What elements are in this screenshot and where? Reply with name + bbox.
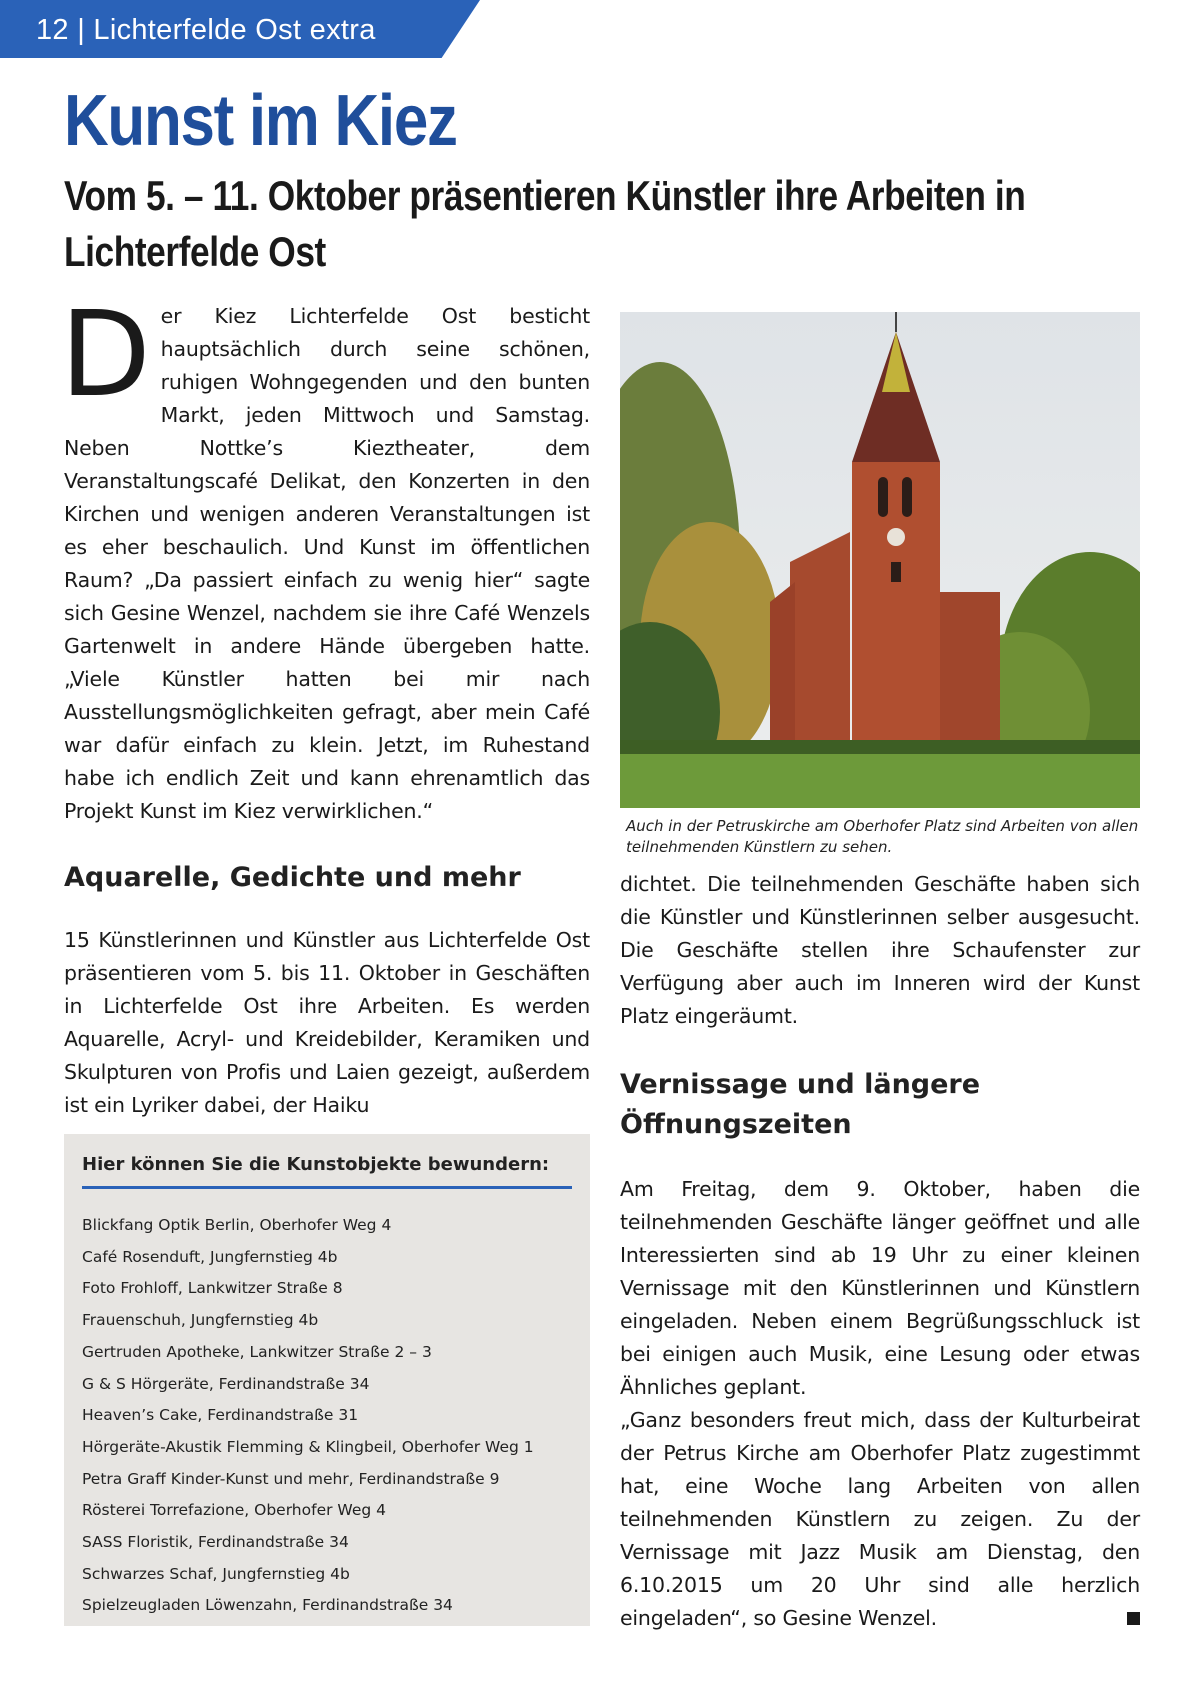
list-item: G & S Hörgeräte, Ferdinandstraße 34 — [82, 1374, 370, 1393]
section1-heading: Aquarelle, Gedichte und mehr — [64, 862, 521, 893]
church-illustration — [620, 312, 1140, 808]
end-mark-icon — [1127, 1612, 1140, 1625]
list-item: Schwarzes Schaf, Jungfernstieg 4b — [82, 1564, 350, 1583]
section1-paragraph: 15 Künstlerinnen und Künstler aus Lichterfelde Ost präsentieren vom 5. bis 11. Oktober in Geschäften in Lichterfelde Ost ihre Arbeiten. Es werden Aquarelle, Acryl- und Kreidebilder, Keramiken und Skulpturen von Profis und Laien gezeigt, außerdem ist ein Lyriker dabei, der Haiku — [64, 928, 590, 1117]
list-item: SASS Floristik, Ferdinandstraße 34 — [82, 1533, 349, 1552]
info-box-divider — [82, 1186, 572, 1189]
right-column — [620, 868, 1140, 1635]
list-item: Gertruden Apotheke, Lankwitzer Straße 2 – 3 — [82, 1342, 432, 1361]
article-subtitle: Vom 5. – 11. Oktober präsentieren Künstler ihre Arbeiten in Lichterfelde Ost — [64, 172, 1026, 275]
info-box-title: Hier können Sie die Kunstobjekte bewundern: — [82, 1154, 550, 1175]
section2-heading: Vernissage und längere Öffnungszeiten — [620, 1069, 981, 1140]
section2-paragraph-2 — [620, 1404, 1140, 1635]
list-item: Blickfang Optik Berlin, Oberhofer Weg 4 — [82, 1216, 392, 1234]
article-title: Kunst im Kiez — [64, 81, 457, 161]
photo-caption: Auch in der Petruskirche am Oberhofer Platz sind Arbeiten von allen teilnehmenden Künstlern zu sehen. — [626, 817, 1139, 856]
info-box — [64, 1134, 590, 1626]
list-item: Foto Frohloff, Lankwitzer Straße 8 — [82, 1279, 343, 1298]
left-column — [60, 285, 590, 1122]
list-item: Heaven’s Cake, Ferdinandstraße 31 — [82, 1406, 359, 1425]
section2-paragraph-1: Am Freitag, dem 9. Oktober, haben die teilnehmenden Geschäfte länger geöffnet und alle Interessierten sind ab 19 Uhr zu einer kleinen Vernissage mit den Künstlerinnen und Künstlern eingeladen. Neben einem Begrüßungsschluck ist bei einigen auch Musik, eine Lesung oder etwas Ähnliches geplant. — [620, 1177, 1140, 1399]
list-item: Café Rosenduft, Jungfernstieg 4b — [82, 1247, 338, 1266]
church-photo — [620, 312, 1140, 808]
list-item: Rösterei Torrefazione, Oberhofer Weg 4 — [82, 1501, 386, 1520]
list-item: Spielzeugladen Löwenzahn, Ferdinandstraße 34 — [82, 1596, 453, 1615]
list-item: Frauenschuh, Jungfernstieg 4b — [82, 1311, 319, 1330]
section2-text-2: „Ganz besonders freut mich, dass der Kulturbeirat der Petrus Kirche am Oberhofer Platz zugestimmt hat, eine Woche lang Arbeiten von allen teilnehmenden Künstlern zu zeigen. Zu der Vernissage mit Jazz Musik am Dienstag, den 6.10.2015 um 20 Uhr sind alle herzlich eingeladen“, so Gesine Wenzel. — [620, 1408, 1140, 1630]
section1-continued: dichtet. Die teilnehmenden Geschäfte haben sich die Künstler und Künstlerinnen selber ausgesucht. Die Geschäfte stellen ihre Schaufenster zur Verfügung aber auch im Inneren wird der Kunst Platz eingeräumt. — [620, 872, 1140, 1028]
list-item: Petra Graff Kinder-Kunst und mehr, Ferdinandstraße 9 — [82, 1469, 500, 1488]
section-tab-label: 12 | Lichterfelde Ost extra — [36, 14, 376, 46]
intro-text: er Kiez Lichterfelde Ost besticht hauptsächlich durch seine schönen, ruhigen Wohngegenden und den bunten Markt, jeden Mittwoch und Samstag. Neben Nottke’s Kieztheater, dem Veranstaltungscafé Delikat, den Konzerten in den Kirchen und wenigen anderen Veranstaltungen ist es eher beschaulich. Und Kunst im öffentlichen Raum? „Da passiert einfach zu wenig hier“ sagte sich Gesine Wenzel, nachdem sie ihre Café Wenzels Gartenwelt in andere Hände übergeben hatte. „Viele Künstler hatten bei mir nach Ausstellungsmöglichkeiten gefragt, aber mein Café war dafür einfach zu klein. Jetzt, im Ruhestand habe ich endlich Zeit und kann ehrenamtlich das Projekt Kunst im Kiez verwirklichen.“ — [64, 304, 590, 823]
intro-paragraph — [60, 285, 590, 828]
shop-list — [82, 1210, 582, 1622]
list-item: Hörgeräte-Akustik Flemming & Klingbeil, Oberhofer Weg 1 — [82, 1437, 534, 1456]
drop-cap: D — [60, 285, 151, 423]
